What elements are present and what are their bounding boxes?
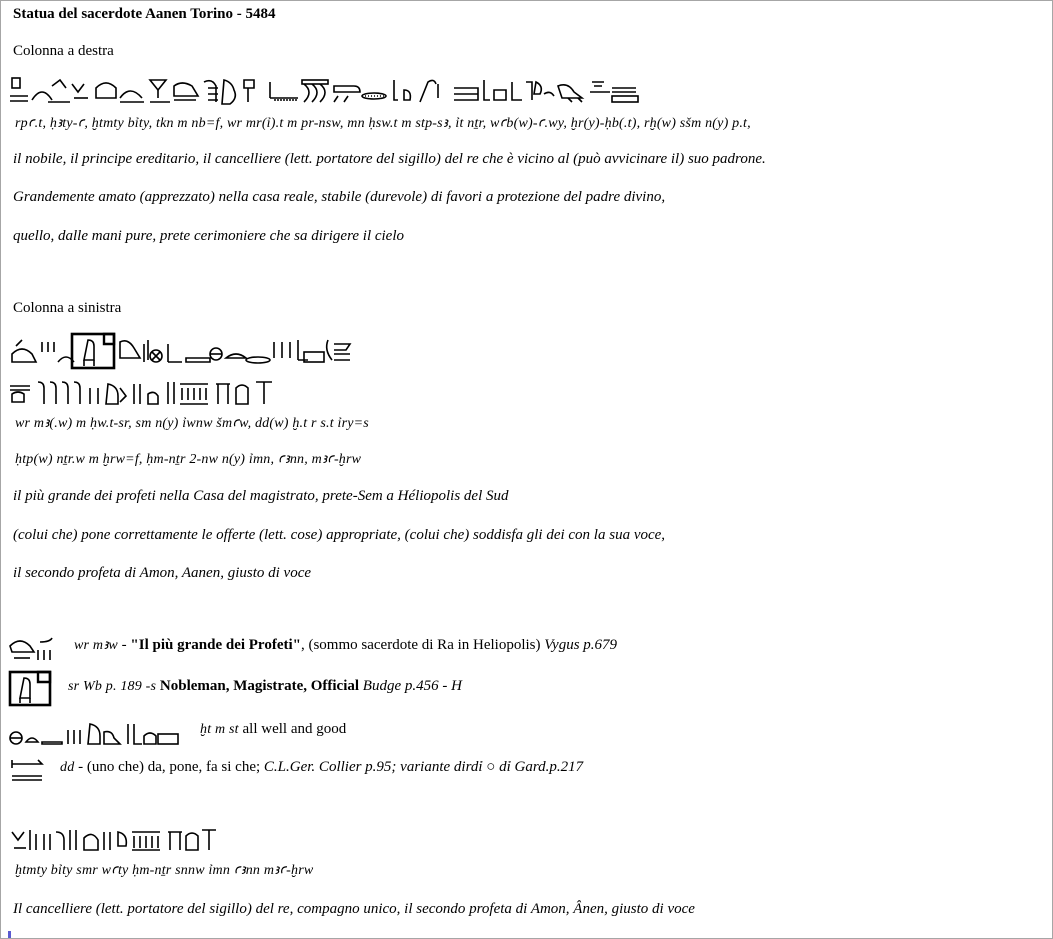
hieroglyph-row-left-1	[8, 332, 353, 372]
glossary-4-ref: C.L.Ger. Collier p.95; variante dirdỉ ○ dỉ Gard.p.217	[263, 759, 584, 775]
left-column-transliteration-2: ḥtp(w) nṯr.w m ḫrw=f, ḥm-nṯr 2-nw n(y) ỉmn, ꜥꜣnn, mꜣꜥ-ḫrw	[15, 452, 362, 467]
glossary-entry-1	[74, 637, 617, 654]
hieroglyph-row-final	[8, 824, 218, 856]
glossary-1-meaning: , (sommo sacerdote di Ra in Heliopolis)	[300, 637, 545, 653]
glossary-2-meaning-bold: Nobleman, Magistrate, Official	[159, 678, 360, 694]
left-column-line-1: il più grande dei profeti nella Casa del magistrato, prete-Sem a Héliopolis del Sud	[13, 488, 509, 504]
hieroglyph-row-right	[8, 74, 648, 106]
right-column-line-3: quello, dalle mani pure, prete cerimoniere che sa dirigere il cielo	[13, 228, 405, 244]
right-column-transliteration: rpꜥ.t, ḥꜣty-ꜥ, ḫtmty bỉty, tkn m nb=f, wr mr(ỉ).t m pr-nsw, mn ḥsw.t m stp-sꜣ, ỉt nṯr, wꜥb(w)-ꜥ.wy, ḫr(y)-ḥb(.t), rḫ(w) sšm n(y) p.t,	[15, 116, 751, 131]
glossary-3-meaning: all well and good	[242, 721, 347, 737]
glossary-4-sep: -	[74, 759, 87, 775]
final-transliteration: ḫtmty bỉty smr wꜥty ḥm-nṯr snnw ỉmn ꜥꜣnn mꜣꜥ-ḫrw	[15, 863, 314, 878]
hieroglyph-sr	[8, 670, 54, 708]
text-cursor-marker	[8, 931, 11, 938]
glossary-4-translit: dd	[60, 760, 75, 775]
final-translation: Il cancelliere (lett. portatore del sigillo) del re, compagno unico, il secondo profeta di Amon, Ânen, giusto di voce	[13, 901, 695, 917]
hieroglyph-row-left-2	[8, 376, 278, 408]
glossary-entry-2	[68, 678, 462, 695]
glossary-2-translit: sr Wb p. 189 -s	[68, 679, 157, 694]
glossary-1-translit: wr mꜣw	[74, 638, 118, 653]
left-column-heading: Colonna a sinistra	[13, 300, 122, 316]
glossary-2-ref: Budge p.456 - H	[362, 678, 462, 694]
document-title: Statua del sacerdote Aanen Torino - 5484	[13, 6, 276, 22]
hieroglyph-dd	[8, 756, 48, 784]
glossary-1-meaning-bold: "Il più grande dei Profeti"	[130, 637, 301, 653]
left-column-transliteration-1: wr mꜣ(.w) m ḥw.t-sr, sm n(y) ỉwnw šmꜥw, dd(w) ḫ.t r s.t ỉry=s	[15, 416, 369, 431]
right-column-line-1: il nobile, il principe ereditario, il cancelliere (lett. portatore del sigillo) del re che è vicino al (può avvicinare il) suo padrone.	[13, 151, 766, 167]
glossary-entry-3	[200, 721, 346, 738]
glossary-4-meaning: (uno che) da, pone, fa si che;	[86, 759, 264, 775]
glossary-1-ref: Vygus p.679	[544, 637, 618, 653]
left-column-line-2: (colui che) pone correttamente le offerte (lett. cose) appropriate, (colui che) soddisfa gli dei con la sua voce,	[13, 527, 666, 543]
glossary-entry-4	[60, 759, 583, 776]
left-column-line-3: il secondo profeta di Amon, Aanen, giusto di voce	[13, 565, 312, 581]
hieroglyph-xt-m-st	[8, 718, 183, 746]
right-column-line-2: Grandemente amato (apprezzato) nella casa reale, stabile (durevole) di favori a protezione del padre divino,	[13, 189, 666, 205]
glossary-3-translit: ḫt m st	[200, 722, 239, 737]
right-column-heading: Colonna a destra	[13, 43, 114, 59]
glossary-1-sep: -	[117, 637, 131, 653]
hieroglyph-wr-maw	[8, 634, 58, 664]
